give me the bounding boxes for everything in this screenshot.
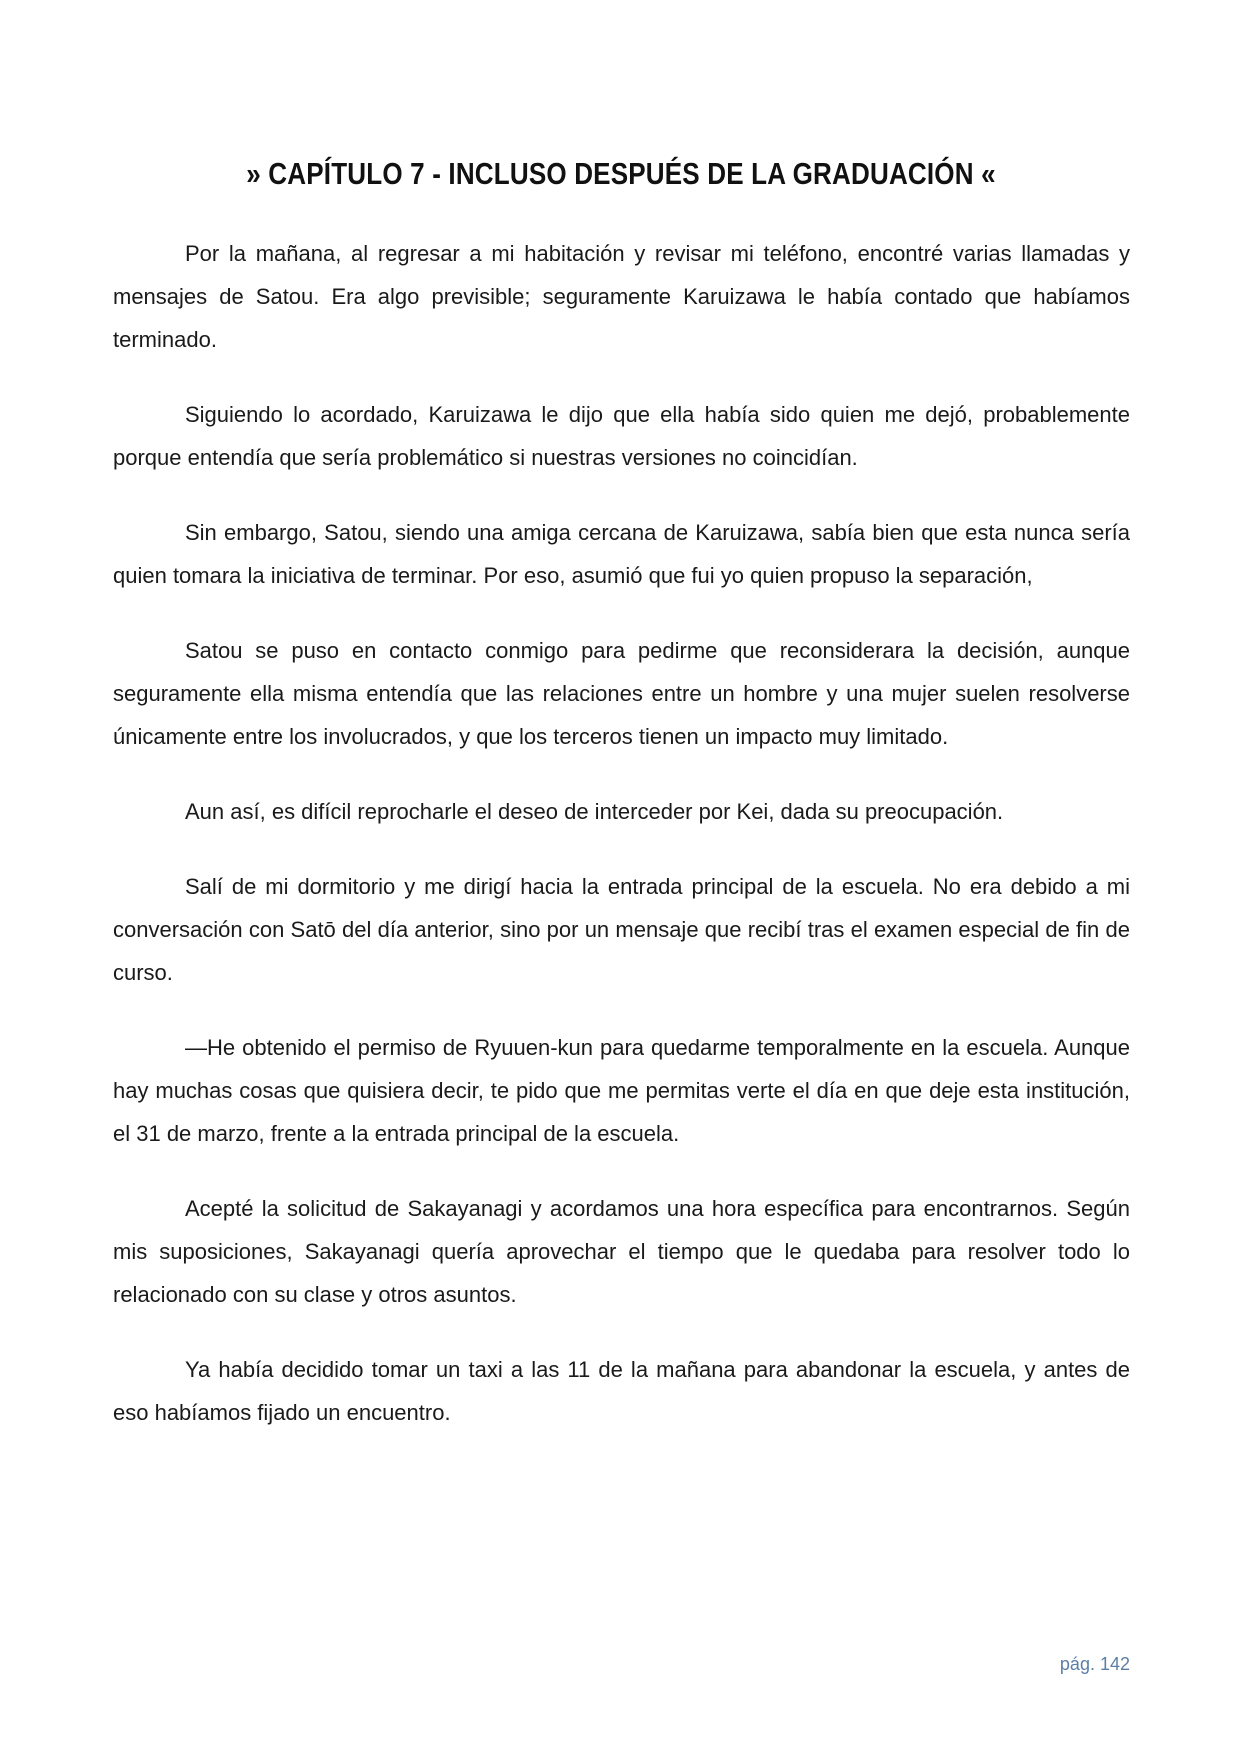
page-number: pág. 142 (1059, 1654, 1130, 1674)
chapter-title: » CAPÍTULO 7 - INCLUSO DESPUÉS DE LA GRADUACIÓN « (246, 156, 996, 191)
paragraph-9: Ya había decidido tomar un taxi a las 11 de la mañana para abandonar la escuela, y antes de eso habíamos fijado un encuentro. (113, 1357, 1130, 1425)
body-text (113, 232, 1130, 1434)
paragraph-5: Aun así, es difícil reprocharle el deseo de interceder por Kei, dada su preocupación. (185, 799, 1004, 824)
paragraph-4: Satou se puso en contacto conmigo para pedirme que reconsiderara la decisión, aunque seguramente ella misma entendía que las relaciones entre un hombre y una mujer suelen resolverse únicamente entre los involucrados, y que los terceros tienen un impacto muy limitado. (113, 638, 1130, 749)
paragraph-3: Sin embargo, Satou, siendo una amiga cercana de Karuizawa, sabía bien que esta nunca sería quien tomara la iniciativa de terminar. Por eso, asumió que fui yo quien propuso la separación, (113, 520, 1130, 588)
paragraph-8: Acepté la solicitud de Sakayanagi y acordamos una hora específica para encontrarnos. Según mis suposiciones, Sakayanagi quería aprovechar el tiempo que le quedaba para resolver todo lo relacionado con su clase y otros asuntos. (113, 1196, 1130, 1307)
paragraph-6: Salí de mi dormitorio y me dirigí hacia la entrada principal de la escuela. No era debido a mi conversación con Satō del día anterior, sino por un mensaje que recibí tras el examen especial de fin de curso. (113, 874, 1130, 985)
paragraph-2: Siguiendo lo acordado, Karuizawa le dijo que ella había sido quien me dejó, probablemente porque entendía que sería problemático si nuestras versiones no coincidían. (113, 402, 1130, 470)
paragraph-1: Por la mañana, al regresar a mi habitación y revisar mi teléfono, encontré varias llamadas y mensajes de Satou. Era algo previsible; seguramente Karuizawa le había contado que habíamos terminado. (113, 241, 1130, 352)
paragraph-7: —He obtenido el permiso de Ryuuen-kun para quedarme temporalmente en la escuela. Aunque hay muchas cosas que quisiera decir, te pido que me permitas verte el día en que deje esta institución, el 31 de marzo, frente a la entrada principal de la escuela. (113, 1035, 1130, 1146)
